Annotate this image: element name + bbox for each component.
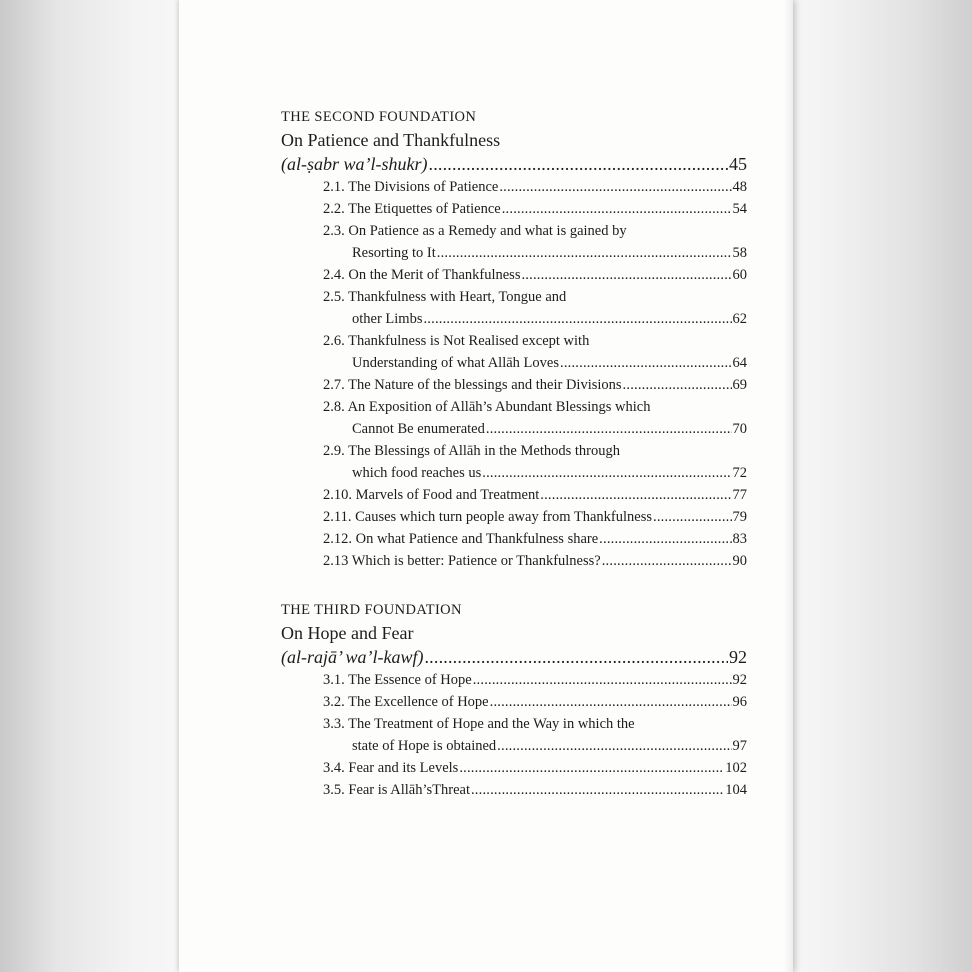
toc-entry-label: 3.2. The Excellence of Hope bbox=[323, 694, 489, 710]
page-number: 58 bbox=[732, 245, 747, 261]
page-number: 92 bbox=[729, 647, 747, 667]
toc-entry bbox=[281, 462, 747, 484]
toc-entry bbox=[281, 242, 747, 264]
page-number: 104 bbox=[725, 782, 747, 798]
toc-entry bbox=[281, 176, 747, 198]
toc-entry bbox=[281, 418, 747, 440]
dot-leader bbox=[424, 645, 728, 669]
toc-entry-label: 2.1. The Divisions of Patience bbox=[323, 179, 499, 195]
toc-entry bbox=[281, 691, 747, 713]
toc-entry bbox=[281, 779, 747, 801]
toc-entry bbox=[281, 484, 747, 506]
toc-entry bbox=[281, 308, 747, 330]
toc-entry-label: Cannot Be enumerated bbox=[352, 421, 485, 437]
page-number: 60 bbox=[732, 267, 747, 283]
dot-leader bbox=[482, 462, 731, 484]
toc-entry-label: Understanding of what Allāh Loves bbox=[352, 355, 559, 371]
page-number: 90 bbox=[732, 553, 747, 569]
dot-leader bbox=[499, 176, 731, 198]
toc-main-entry bbox=[281, 645, 747, 669]
page-number: 77 bbox=[732, 487, 747, 503]
toc-entry-label: 3.4. Fear and its Levels bbox=[323, 760, 459, 776]
page-number: 92 bbox=[732, 672, 747, 688]
dot-leader bbox=[473, 669, 732, 691]
table-of-contents bbox=[281, 107, 747, 801]
toc-entry bbox=[281, 757, 747, 779]
section-label: THE SECOND FOUNDATION bbox=[281, 109, 477, 125]
toc-entry-label: state of Hope is obtained bbox=[352, 738, 497, 754]
dot-leader bbox=[437, 242, 732, 264]
page-number: 79 bbox=[732, 509, 747, 525]
dot-leader bbox=[653, 506, 732, 528]
page-number: 45 bbox=[729, 154, 747, 174]
toc-entry bbox=[281, 506, 747, 528]
dot-leader bbox=[521, 264, 731, 286]
toc-entry bbox=[281, 352, 747, 374]
dot-leader bbox=[599, 528, 731, 550]
page-number: 70 bbox=[732, 421, 747, 437]
toc-entry bbox=[281, 374, 747, 396]
dot-leader bbox=[602, 550, 732, 572]
page-number: 62 bbox=[732, 311, 747, 327]
toc-entry bbox=[281, 550, 747, 572]
dot-leader bbox=[490, 691, 732, 713]
page-number: 54 bbox=[732, 201, 747, 217]
dot-leader bbox=[623, 374, 732, 396]
toc-entry-label: 2.4. On the Merit of Thankfulness bbox=[323, 267, 521, 283]
dot-leader bbox=[429, 152, 729, 176]
toc-entry-first-line: 2.9. The Blessings of Allāh in the Methods through bbox=[323, 443, 620, 459]
toc-entry-first-line: 2.8. An Exposition of Allāh’s Abundant Blessings which bbox=[323, 399, 651, 415]
toc-entry-label: 2.11. Causes which turn people away from Thankfulness bbox=[323, 509, 652, 525]
page-number: 64 bbox=[732, 355, 747, 371]
section-third-foundation bbox=[281, 600, 747, 801]
dot-leader bbox=[423, 308, 731, 330]
dot-leader bbox=[486, 418, 732, 440]
toc-entry-first-line: 3.3. The Treatment of Hope and the Way in which the bbox=[323, 716, 635, 732]
toc-entry-label: other Limbs bbox=[352, 311, 423, 327]
toc-entry-label: 2.13 Which is better: Patience or Thankfulness? bbox=[323, 553, 601, 569]
toc-main-entry bbox=[281, 152, 747, 176]
section-title: On Patience and Thankfulness bbox=[281, 130, 501, 150]
toc-entry-label: 2.7. The Nature of the blessings and their Divisions bbox=[323, 377, 622, 393]
dot-leader bbox=[560, 352, 732, 374]
section-second-foundation bbox=[281, 107, 747, 572]
toc-entry-label: Resorting to It bbox=[352, 245, 436, 261]
toc-entry-label: (al-rajā’ wa’l-kawf) bbox=[281, 647, 424, 667]
toc-entry-first-line: 2.3. On Patience as a Remedy and what is gained by bbox=[323, 223, 627, 239]
section-title: On Hope and Fear bbox=[281, 623, 414, 643]
dot-leader bbox=[497, 735, 731, 757]
toc-entry-label: 3.5. Fear is Allāh’sThreat bbox=[323, 782, 470, 798]
page-number: 48 bbox=[732, 179, 747, 195]
toc-entry bbox=[281, 264, 747, 286]
toc-entry-label: (al-ṣabr wa’l-shukr) bbox=[281, 154, 428, 174]
dot-leader bbox=[502, 198, 732, 220]
page-number: 83 bbox=[732, 531, 747, 547]
page-number: 69 bbox=[732, 377, 747, 393]
toc-entry-label: which food reaches us bbox=[352, 465, 482, 481]
dot-leader bbox=[540, 484, 731, 506]
toc-entry-label: 2.2. The Etiquettes of Patience bbox=[323, 201, 501, 217]
toc-entry-first-line: 2.5. Thankfulness with Heart, Tongue and bbox=[323, 289, 567, 305]
toc-entry bbox=[281, 528, 747, 550]
dot-leader bbox=[459, 757, 724, 779]
toc-entry-label: 2.10. Marvels of Food and Treatment bbox=[323, 487, 540, 503]
page-number: 96 bbox=[732, 694, 747, 710]
toc-entry bbox=[281, 669, 747, 691]
toc-entry-label: 3.1. The Essence of Hope bbox=[323, 672, 472, 688]
section-label: THE THIRD FOUNDATION bbox=[281, 602, 462, 618]
page-number: 102 bbox=[725, 760, 747, 776]
toc-entry bbox=[281, 735, 747, 757]
section-spacer bbox=[281, 572, 747, 600]
toc-entry-label: 2.12. On what Patience and Thankfulness share bbox=[323, 531, 599, 547]
page-number: 72 bbox=[732, 465, 747, 481]
toc-entry bbox=[281, 198, 747, 220]
dot-leader bbox=[471, 779, 724, 801]
toc-entry-first-line: 2.6. Thankfulness is Not Realised except with bbox=[323, 333, 590, 349]
page-number: 97 bbox=[732, 738, 747, 754]
book-page bbox=[179, 0, 793, 972]
